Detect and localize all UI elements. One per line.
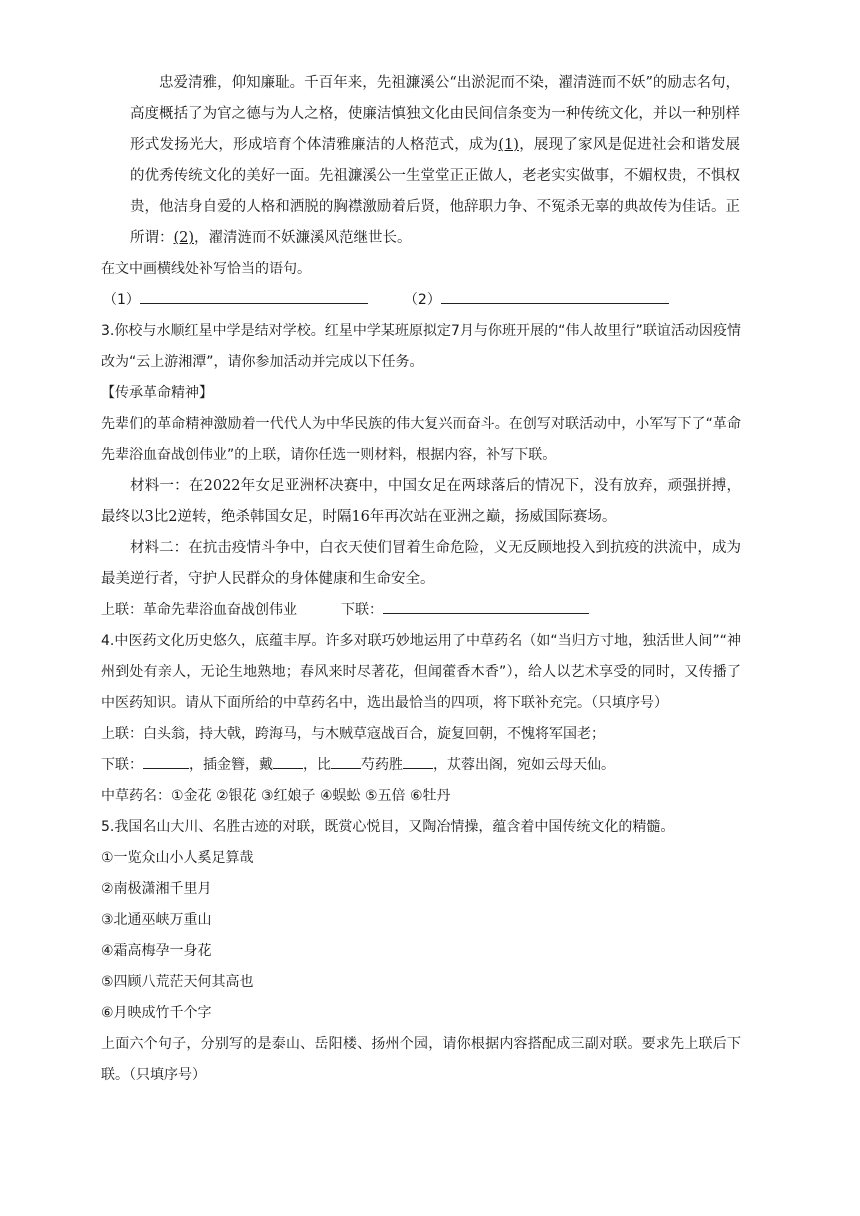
q5-intro: 5.我国名山大川、名胜古迹的对联，既赏心悦目，又陶冶情操，蕴含着中国传统文化的精髓。 [101,819,675,835]
passage-blank-1: (1) [498,137,519,153]
q5-item: ⑤四顾八荒茫天何其高也 [101,974,254,990]
q2-label-2: （2） [403,292,441,308]
q4-lower-text-b: ，插金簪，戴 [189,757,273,773]
q4-lower-text-c: ，比 [303,757,331,773]
q4-blank-1[interactable] [143,754,189,769]
passage-paragraph [130,68,740,254]
q3-section-title: 【传承革命精神】 [101,385,213,401]
document-content [101,68,741,1091]
q3-material-1: 材料一：在2022年女足亚洲杯决赛中，中国女足在两球落后的情况下，没有放弃，顽强拼搏，最终以3比2逆转，绝杀韩国女足，时隔16年再次站在亚洲之巅，扬威国际赛场。 [101,478,741,525]
q2-label-1: （1） [103,292,140,308]
q4-lower-text-d: 芍药胜 [361,757,403,773]
q4-lower-line [101,750,740,781]
q2-answer-row [103,285,740,316]
q3-upper-line: 上联：革命先辈浴血奋战创伟业 [101,602,297,618]
q5-item: ⑥月映成竹千个字 [101,1005,212,1021]
q4-lower-prefix: 下联： [101,757,143,773]
q3-task: 先辈们的革命精神激励着一代代人为中华民族的伟大复兴而奋斗。在创写对联活动中，小军写下了“革命先辈浴血奋战创伟业”的上联，请你任选一则材料，根据内容，补写下联。 [101,416,741,463]
q5-item: ①一览众山小人奚足算哉 [101,850,254,866]
q5-item: ④霜高梅孕一身花 [101,943,212,959]
q5-task: 上面六个句子，分别写的是泰山、岳阳楼、扬州个园，请你根据内容搭配成三副对联。要求先上联后下联。（只填序号） [101,1036,741,1083]
q4-blank-3[interactable] [331,754,361,769]
q4-lower-text-e: ，苁蓉出阁，宛如云母天仙。 [433,757,615,773]
q3-lower-blank[interactable] [383,599,589,614]
q2-instruction: 在文中画横线处补写恰当的语句。 [101,261,311,277]
q3-couplet-row [101,595,740,626]
q5-item: ③北通巫峡万重山 [101,912,212,928]
q4-herb-list: 中草药名：①金花 ②银花 ③红娘子 ④蜈蚣 ⑤五倍 ⑥牡丹 [101,788,451,804]
passage-text-a: 忠爱清雅，仰知廉耻。千百年来，先祖濂溪公“出淤泥而不染，濯清涟而不妖”的励志名句，高度概括了为官之德与为人之格，使廉洁慎独文化由民间信条变为一种传统文化，并以一种别样形式发扬光大，形成培育个体清雅廉洁的人格范式，成为 [130,75,740,153]
q3-lower-label: 下联： [341,602,383,618]
q5-item: ②南极潇湘千里月 [101,881,212,897]
q2-answer-blank-2[interactable] [441,289,669,304]
passage-blank-2: (2) [173,230,195,246]
q3-material-2: 材料二：在抗击疫情斗争中，白衣天使们冒着生命危险，义无反顾地投入到抗疫的洪流中，成为最美逆行者，守护人民群众的身体健康和生命安全。 [101,540,741,587]
q4-blank-2[interactable] [273,754,303,769]
q4-blank-4[interactable] [403,754,433,769]
q3-intro: 3.你校与水顺红星中学是结对学校。红星中学某班原拟定7月与你班开展的“伟人故里行”联谊活动因疫情改为“云上游湘潭”，请你参加活动并完成以下任务。 [101,323,741,370]
passage-text-b: ，展现了家风是促进社会和谐发展的优秀传统文化的美好一面。先祖濂溪公一生堂堂正正做人，老老实实做事，不媚权贵，不惧权贵，他洁身自爱的人格和洒脱的胸襟激励着后贤，他辞职力争、不冤杀无辜的典故传为佳话。正所谓： [130,137,740,246]
q4-upper-line: 上联：白头翁，持大戟，跨海马，与木贼草寇战百合，旋复回朝，不愧将军国老； [101,726,605,742]
q4-intro: 4.中医药文化历史悠久，底蕴丰厚。许多对联巧妙地运用了中草药名（如“当归方寸地，独活世人间”“神州到处有亲人，无论生地熟地；春风来时尽著花，但闻藿香木香”），给人以艺术享受的同时，又传播了中医药知识。请从下面所给的中草药名中，选出最恰当的四项，将下联补充完。（只填序号） [101,633,741,711]
passage-text-c: ，濯清涟而不妖濂溪风范继世长。 [194,230,412,246]
q2-answer-blank-1[interactable] [140,289,368,304]
